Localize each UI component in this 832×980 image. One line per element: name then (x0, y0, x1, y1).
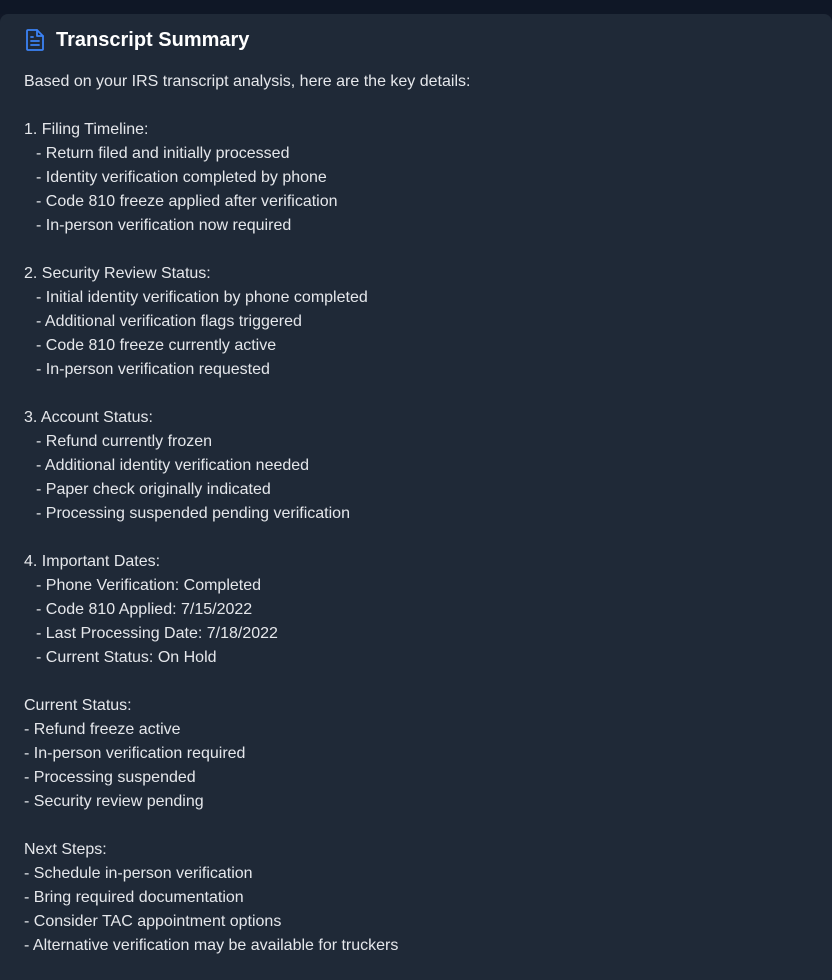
list-item: - Additional verification flags triggered (36, 313, 302, 330)
blank-line (24, 238, 814, 262)
blank-line (24, 382, 814, 406)
list-item: - Additional identity verification needed (36, 457, 310, 474)
section-heading: 1. Filing Timeline: (24, 121, 149, 138)
list-item: - Schedule in-person verification (24, 865, 253, 882)
list-item: - Processing suspended (24, 769, 196, 786)
list-item: - In-person verification requested (36, 361, 270, 378)
list-item: - Current Status: On Hold (36, 649, 217, 666)
list-item: - Alternative verification may be available for truckers (24, 937, 399, 954)
list-item: - Bring required documentation (24, 889, 244, 906)
blank-line (24, 814, 814, 838)
list-item: - In-person verification now required (36, 217, 292, 234)
list-item: - Code 810 freeze applied after verification (36, 193, 338, 210)
list-item: - Phone Verification: Completed (36, 577, 262, 594)
summary-intro: Based on your IRS transcript analysis, here are the key details: (24, 73, 471, 90)
document-icon (24, 28, 46, 52)
blank-line (24, 670, 814, 694)
list-item: - Refund freeze active (24, 721, 181, 738)
list-item: - Code 810 Applied: 7/15/2022 (36, 601, 253, 618)
list-item: - Security review pending (24, 793, 204, 810)
blank-line (24, 94, 814, 118)
list-item: - In-person verification required (24, 745, 246, 762)
list-item: - Return filed and initially processed (36, 145, 290, 162)
list-item: - Last Processing Date: 7/18/2022 (36, 625, 278, 642)
panel-header (24, 28, 249, 52)
summary-content (24, 70, 814, 958)
list-item: - Consider TAC appointment options (24, 913, 282, 930)
list-item: - Initial identity verification by phone completed (36, 289, 368, 306)
next-steps-heading: Next Steps: (24, 841, 107, 858)
transcript-summary-panel (0, 14, 832, 980)
list-item: - Identity verification completed by phone (36, 169, 327, 186)
list-item: - Code 810 freeze currently active (36, 337, 277, 354)
top-bar (0, 0, 832, 14)
list-item: - Refund currently frozen (36, 433, 213, 450)
panel-title: Transcript Summary (56, 29, 250, 51)
list-item: - Processing suspended pending verification (36, 505, 350, 522)
blank-line (24, 526, 814, 550)
current-status-heading: Current Status: (24, 697, 132, 714)
section-heading: 3. Account Status: (24, 409, 153, 426)
section-heading: 4. Important Dates: (24, 553, 161, 570)
section-heading: 2. Security Review Status: (24, 265, 211, 282)
list-item: - Paper check originally indicated (36, 481, 271, 498)
